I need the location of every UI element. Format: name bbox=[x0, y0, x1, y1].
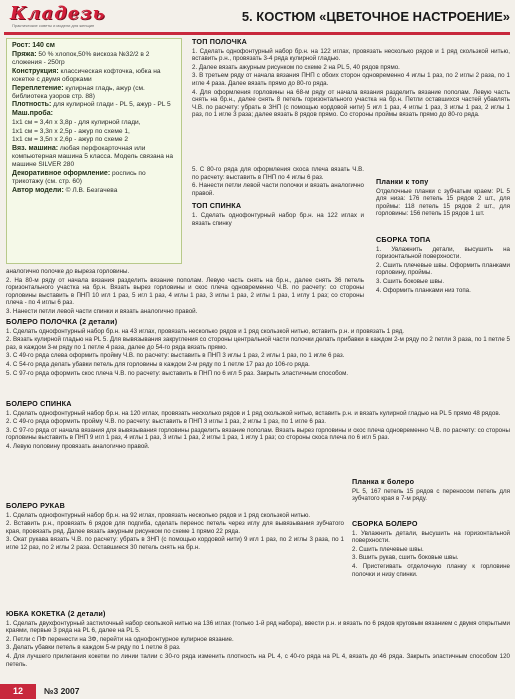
heading-top-front: ТОП ПОЛОЧКА bbox=[192, 37, 248, 46]
section-top-back-cont bbox=[6, 268, 364, 317]
step: 2. Далее вязать ажурным рисунком по схеме 2 на PL 5, 40 рядов прямо. bbox=[192, 63, 400, 71]
heading-bolero-sleeve: БОЛЕРО РУКАВ bbox=[6, 501, 66, 510]
info-author: Автор модели: © Л.В. Безгачева bbox=[12, 186, 118, 194]
step: 4. Для лучшего прилегания кокетки по линии талии с 30-го ряда изменить плотность на PL 4, с 40-го ряда на PL 4, вязать до 46 ряда. Закрыть эластичным способом 120 петель. bbox=[6, 652, 510, 668]
step: 2. Петли с ПФ перенести на ЗФ, перейти на однофонтурное кулирное вязание. bbox=[6, 635, 234, 643]
step: 3. Делать убавки петель в каждом 5-м ряду по 1 петле 8 раз. bbox=[6, 644, 181, 652]
step: 1. Сделать однофонтурный набор бр.н. на 122 иглах, провязать несколько рядов и 1 ряд скользкой нитью, вставить р.н., провязать 3-4 ряда кулирной гладью. bbox=[192, 47, 510, 63]
step: 1. Увлажнить детали, высушить на горизонтальной поверхности. bbox=[376, 245, 510, 261]
info-sample-2: 1х1 см = 3,3п х 2,5р - ажур по схеме 1, bbox=[12, 127, 130, 135]
model-info-box bbox=[6, 38, 182, 264]
step: 4. Пристегивать отделочную планку к горловине полочки и низу спинки. bbox=[352, 562, 510, 578]
section-top-assembly bbox=[376, 236, 510, 295]
step: 4. Левую половину провязать аналогично правой. bbox=[6, 442, 150, 450]
section-title: 5. КОСТЮМ «ЦВЕТОЧНОЕ НАСТРОЕНИЕ» bbox=[241, 9, 510, 24]
logo-tagline: Практические советы и модели для женщин bbox=[12, 23, 95, 28]
section-bolero-sleeve bbox=[6, 502, 344, 553]
step: 5. С 97-го ряда оформить скос плеча Ч.В. по расчету: выставить в ПНП по 6 игл 5 раз. Закрыть эластичным способом. bbox=[6, 369, 349, 377]
section-bolero-strap bbox=[352, 478, 510, 504]
info-decor: Декоративное оформление: роспись по трикотажу (см. стр. 60) bbox=[12, 170, 146, 186]
step: 2. На 80-м ряду от начала вязания разделить вязание пополам. Левую часть снять на бр.н., далее снять 36 петель горизонтального участка на бр.н. Вязать вырез горловины и скос плеча одновременно Ч.В. по расчету: со стороны горловины выставить в ПНП 10 игл 1 раз, 5 игл 1 раз, 4 иглы 1 раз, 3 иглы 1 раз, 2 иглы 1 раз, 1 иглу 1 раз; со стороны плеча - по 4 иглы 6 раз. bbox=[6, 276, 364, 307]
step: 3. С 97-го ряда от начала вязания для вывязывания горловины разделить вязание пополам. Вязать вырез горловины и скос плеча одновременно Ч.В. по расчету: со стороны горловины выставить в ПНП 9 игл 1 раз, 4 иглы 1 раз, 3 иглы 1 раз, 2 иглы 1 раз, 1 иглу 1 раз; со стороны скоса плеча по 6 игл 5 раз. bbox=[6, 426, 510, 442]
step: 2. С 49-го ряда оформить пройму Ч.В. по расчету: выставить в ПНП 3 иглы 1 раз, 2 иглы 1 раз, по 1 игле 6 раз. bbox=[6, 418, 326, 426]
section-top-straps bbox=[376, 178, 510, 219]
step: 1. Сделать двухфонтурный застилочный набор скользкой нитью на 136 иглах (только 1-й ряд набора), ввести р.н. и вязать по 6 рядов круговым вязанием с двумя открытыми краями, первые 3 ряда на PL 6, далее на PL 5. bbox=[6, 619, 510, 635]
heading-bolero-front: БОЛЕРО ПОЛОЧКА (2 детали) bbox=[6, 317, 118, 326]
step: 3. Сшить боковые швы. bbox=[376, 277, 445, 285]
logo-wordmark: Кладезь bbox=[10, 3, 106, 24]
info-size: Рост: 140 см bbox=[12, 42, 55, 49]
section-top-front bbox=[192, 38, 510, 120]
info-machine: Вяз. машина: любая перфокарточная или компьютерная машина 5 класса. Модель связана на машине SILVER 280 bbox=[12, 144, 174, 169]
section-bolero-assembly bbox=[352, 520, 510, 579]
heading-top-back: ТОП СПИНКА bbox=[192, 201, 242, 211]
info-density: Плотность: для кулирной глади - PL 5, ажур - PL 5 bbox=[12, 101, 171, 109]
heading-skirt: ЮБКА КОКЕТКА (2 детали) bbox=[6, 609, 106, 618]
step: 5. С 80-го ряда для оформления скоса плеча вязать Ч.В. по расчету: выставить в ПНП по 4 иглы 6 раз. bbox=[192, 166, 364, 181]
header-divider bbox=[4, 32, 510, 35]
step: аналогично полочке до выреза горловины. bbox=[6, 268, 130, 275]
page-footer bbox=[0, 684, 515, 699]
step: 3. Вшить рукав, сшить боковые швы. bbox=[352, 554, 459, 562]
magazine-logo bbox=[4, 2, 126, 30]
heading-bolero-back: БОЛЕРО СПИНКА bbox=[6, 399, 72, 408]
heading-bolero-assembly: СБОРКА БОЛЕРО bbox=[352, 519, 418, 528]
step: 2. Вязать кулирной гладью на PL 5. Для вывязывания закругления со стороны центральной части полочки делать прибавки в каждом 2-м ряду по 2 петли 3 раза, по 1 петле 5 раз, в каждом 3-м ряду по 1 петле 4 раза, далее до 54-го ряда вязать прямо. bbox=[6, 336, 510, 351]
page-header bbox=[0, 0, 515, 34]
step: 4. С 54-го ряда делать убавки петель для горловины в каждом 2-м ряду по 1 петле 17 раз до 106-го ряда. bbox=[6, 360, 310, 368]
step: 3. С 49-го ряда слева оформить пройму Ч.В. по расчету: выставить в ПНП 3 иглы 1 раз, 2 иглы 1 раз, по 1 игле 6 раз. bbox=[6, 352, 345, 360]
step: 3. В третьем ряду от начала вязания ПНП с обоих сторон одновременно 4 иглы 1 раз, по 2 иглы 2 раза, по 1 игле 4 раза. Далее вязать прямо до 80-го ряда. bbox=[192, 72, 510, 87]
step: 2. Сшить плечевые швы. bbox=[352, 545, 424, 553]
info-sample-label: Маш.проба: bbox=[12, 110, 53, 118]
section-bolero-front bbox=[6, 318, 510, 378]
info-yarn: Пряжа: 50 % хлопок,50% вискоза №32/2 в 2 сложения - 250гр bbox=[12, 50, 150, 66]
section-bolero-back bbox=[6, 400, 510, 452]
step: 1. Сделать однофонтурный набор бр.н. на 43 иглах, провязать несколько рядов и 1 ряд скользкой нитью, вставить р.н. и провязать 1 ряд. bbox=[6, 327, 405, 335]
step: 4. Для оформления горловины на 68-м ряду от начала вязания разделить вязание пополам. Левую часть снять на бр.н., далее снять 8 петель горизонтального участка на бр.н. Петли оставшихся частей убавлять Ч.В. по расчету: убрать в ЗНП (с помощью кордовой нити) 5 игл 1 раз, 4 иглы 1 раз, 3 иглы 1 раз, 2 иглы 1 раз, по 1 игле 3 раза; далее вязать 8 рядов прямо. Со стороны проймы вязать прямо до 80-го ряда. bbox=[192, 88, 510, 119]
step: 1. Сделать однофонтурный набор бр.н. на 122 иглах и вязать спинку bbox=[192, 211, 364, 227]
heading-bolero-strap: Планка к болеро bbox=[352, 477, 415, 486]
step: 6. Нанести петли левой части полочки и вязать аналогично правой. bbox=[192, 182, 364, 197]
step: 1. Сделать однофонтурный набор бр.н. на 120 иглах, провязать несколько рядов и 1 ряд скользкой нитью, вставить р.н. и вязать кулирной гладью на PL 5 прямо 48 рядов. bbox=[6, 409, 501, 417]
page-number: 12 bbox=[0, 684, 36, 699]
info-construction: Конструкция: классическая кофточка, юбка на кокетке с двумя оборками bbox=[12, 67, 161, 83]
step: 2. Вставить р.н., провязать 6 рядов для подгиба, сделать перенос петель через иглу для вывязывания зубчатого края, провязать ряд. Далее вязать ажурным рисунком по схеме 1 прямо 22 ряда. bbox=[6, 520, 344, 535]
step: 1. Сделать однофонтурный набор бр.н. на 92 иглах, провязать несколько рядов и 1 ряд скользкой нитью. bbox=[6, 511, 311, 519]
heading-top-straps: Планки к топу bbox=[376, 177, 429, 186]
section-skirt bbox=[6, 610, 510, 669]
step: 3. Нанести петли левой части спинки и вязать аналогично правой. bbox=[6, 307, 198, 315]
step: 3. Окат рукава вязать Ч.В. по расчету: убрать в ЗНП (с помощью кордовой нити) 9 игл 1 раз, по 2 иглы 3 раза, по 1 игле 12 раз, по 2 иглы 2 раза. Оставшиеся 30 петель снять на бр.н. bbox=[6, 536, 344, 551]
strap-text: PL 5, 167 петель 15 рядов с переносом петель для зубчатого края в 7-м ряду. bbox=[352, 487, 510, 503]
strap-text: Отделочные планки с зубчатым краем: PL 5 для низа: 176 петель 15 рядов 2 шт., для проймы: 118 петель 15 рядов 2 шт., для горловины: 156 петель 15 рядов 1 шт. bbox=[376, 187, 510, 218]
info-stitches: Переплетение: кулирная гладь, ажур (см. библиотека узоров стр. 88) bbox=[12, 84, 145, 100]
info-sample-1: 1х1 см = 3,4п х 3,8р - для кулирной глади, bbox=[12, 118, 141, 126]
issue-number: №3 2007 bbox=[44, 686, 80, 696]
section-top-front-cont bbox=[192, 166, 364, 228]
step: 4. Оформить планками низ топа. bbox=[376, 286, 471, 294]
step: 1. Увлажнить детали, высушить на горизонтальной поверхности. bbox=[352, 529, 510, 545]
info-sample-3: 1х1 см = 3,5п х 2,6р - ажур по схеме 2 bbox=[12, 136, 129, 144]
step: 2. Сшить плечевые швы. Оформить планками горловину, проймы. bbox=[376, 261, 510, 277]
heading-top-assembly: СБОРКА ТОПА bbox=[376, 235, 431, 244]
